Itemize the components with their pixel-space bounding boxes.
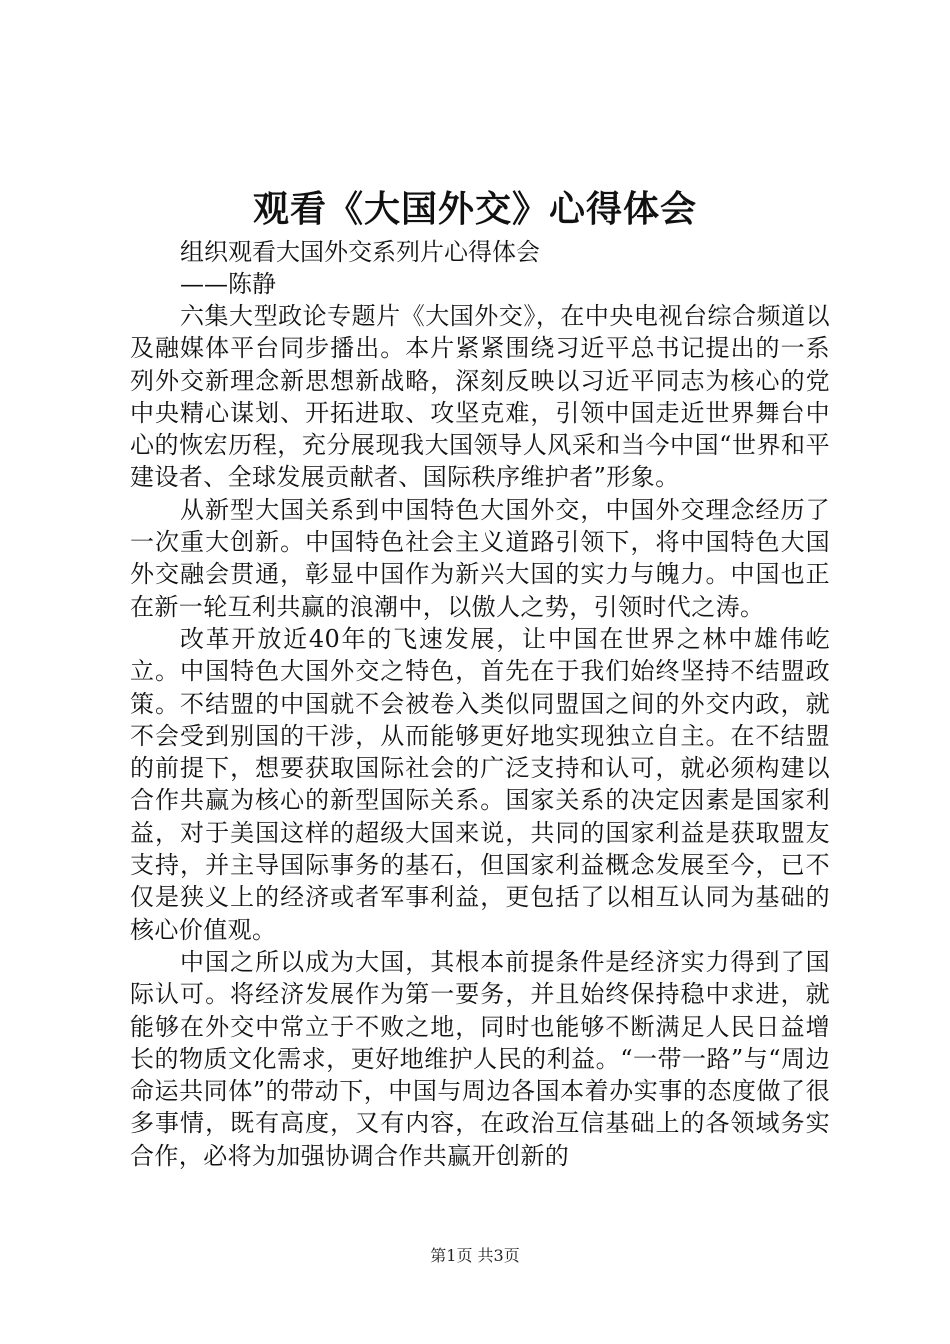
paragraph: 从新型大国关系到中国特色大国外交，中国外交理念经历了一次重大创新。中国特色社会主义道路引领下，将中国特色大国外交融会贯通，彰显中国作为新兴大国的实力与魄力。中国也正在新一轮互利共赢的浪潮中，以傲人之势，引领时代之涛。: [130, 495, 830, 621]
document-author: ——陈静: [180, 270, 276, 298]
document-title: 观看《大国外交》心得体会: [252, 188, 697, 230]
paragraph: 中国之所以成为大国，其根本前提条件是经济实力得到了国际认可。将经济发展作为第一要务，并且始终保持稳中求进，就能够在外交中常立于不败之地，同时也能够不断满足人民日益增长的物质文化需求，更好地维护人民的利益。“一带一路”与“周边命运共同体”的带动下，中国与周边各国本着办实事的态度做了很多事情，既有高度，又有内容，在政治互信基础上的各领域务实合作，必将为加强协调合作共赢开创新的: [130, 947, 830, 1170]
document-subtitle: 组织观看大国外交系列片心得体会: [180, 238, 540, 266]
page-number-footer: 第1页 共3页: [430, 1246, 520, 1265]
paragraph: 六集大型政论专题片《大国外交》，在中央电视台综合频道以及融媒体平台同步播出。本片紧紧围绕习近平总书记提出的一系列外交新理念新思想新战略，深刻反映以习近平同志为核心的党中央精心谋划、开拓进取、攻坚克难，引领中国走近世界舞台中心的恢宏历程，充分展现我大国领导人风采和当今中国“世界和平建设者、全球发展贡献者、国际秩序维护者”形象。: [130, 302, 830, 492]
paragraph: 改革开放近40年的飞速发展，让中国在世界之林中雄伟屹立。中国特色大国外交之特色，首先在于我们始终坚持不结盟政策。不结盟的中国就不会被卷入类似同盟国之间的外交内政，就不会受到别国的干涉，从而能够更好地实现独立自主。在不结盟的前提下，想要获取国际社会的广泛支持和认可，就必须构建以合作共赢为核心的新型国际关系。国家关系的决定因素是国家利益，对于美国这样的超级大国来说，共同的国家利益是获取盟友支持，并主导国际事务的基石，但国家利益概念发展至今，已不仅是狭义上的经济或者军事利益，更包括了以相互认同为基础的核心价值观。: [130, 624, 830, 944]
document-body: [130, 300, 830, 1172]
